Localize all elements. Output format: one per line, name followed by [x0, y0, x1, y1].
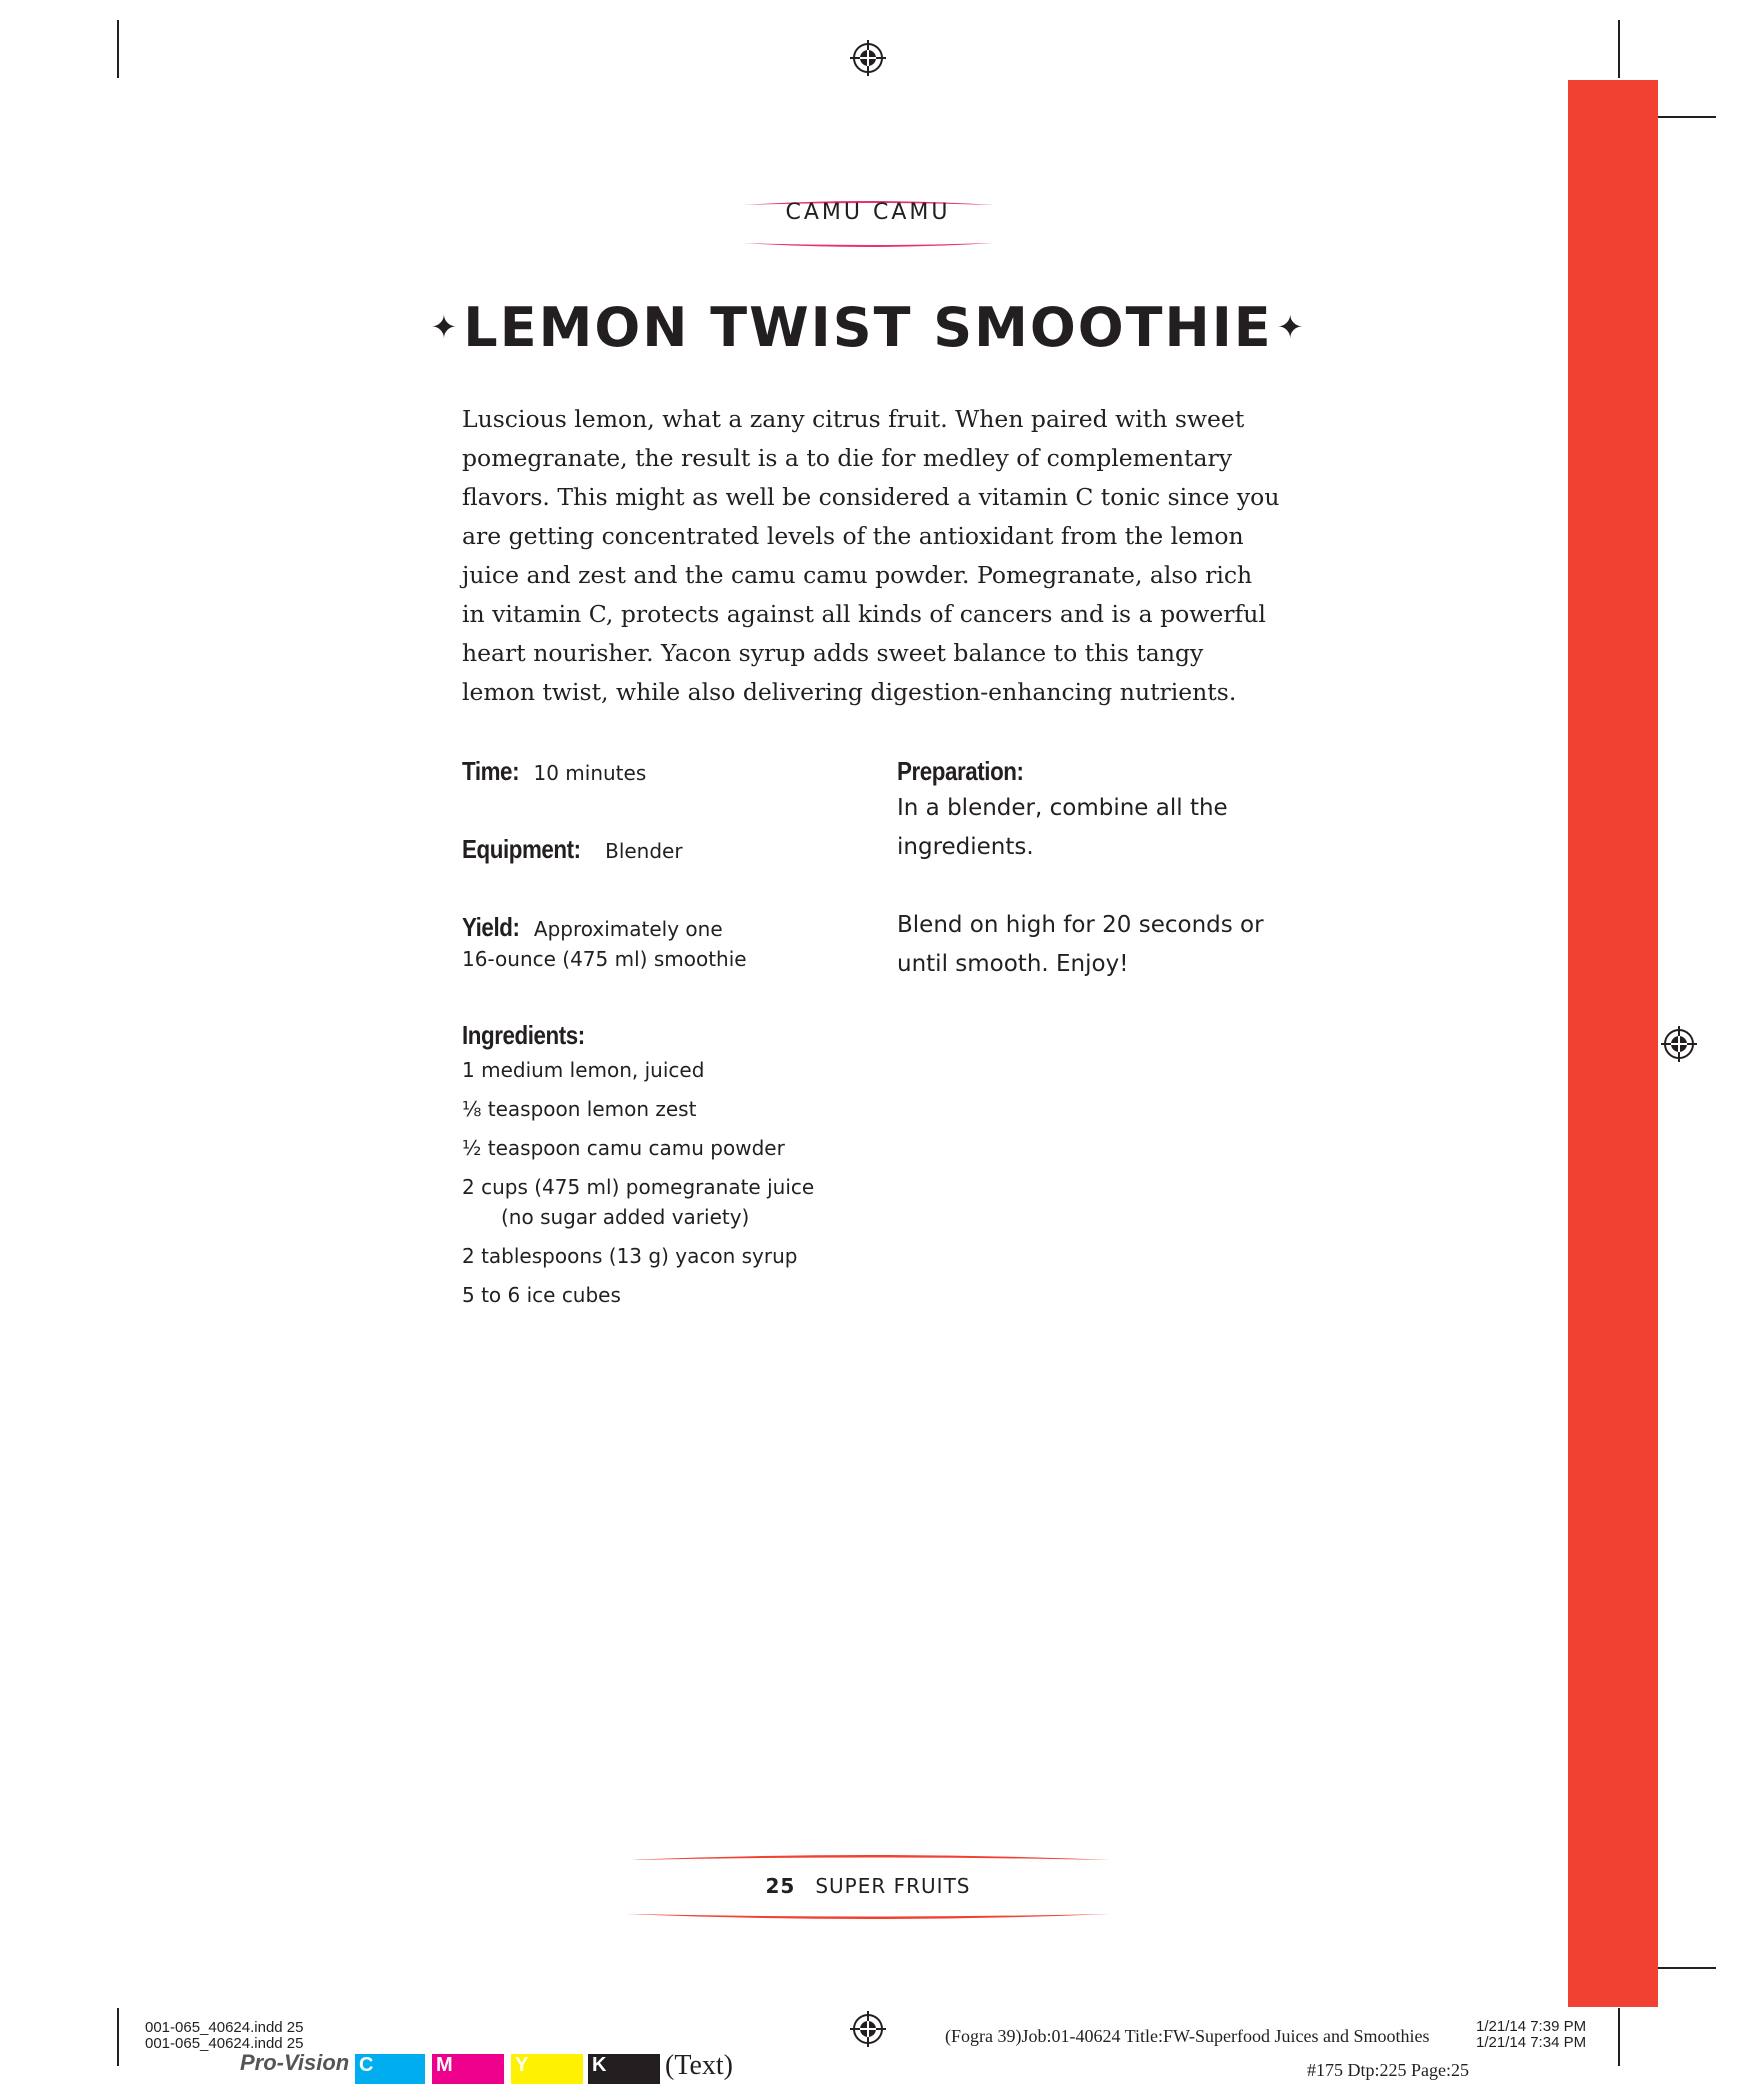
swatch-black: K: [588, 2054, 660, 2084]
yield-value-line1: Approximately one: [533, 917, 723, 941]
time-value: 10 minutes: [533, 761, 647, 785]
preparation-section: [897, 756, 1277, 984]
ingredient-item: ⅛ teaspoon lemon zest: [462, 1097, 697, 1121]
crop-mark-bottom-right: [1618, 2008, 1620, 2066]
ingredient-item: 2 tablespoons (13 g) yacon syrup: [462, 1244, 798, 1268]
star-ornament-icon: ✦: [430, 308, 460, 346]
section-swoosh-bottom: [740, 240, 996, 250]
crop-mark-top-right: [1618, 20, 1620, 78]
slug-dates: 1/21/14 7:39 PM 1/21/14 7:34 PM: [1476, 2018, 1587, 2051]
swatch-cyan: C: [355, 2054, 425, 2084]
equipment-label: Equipment:: [462, 834, 581, 864]
preparation-step: In a blender, combine all the ingredients.: [897, 795, 1228, 860]
time-info: [462, 756, 862, 787]
recipe-title-text: LEMON TWIST SMOOTHIE: [463, 296, 1273, 359]
yield-value-line2: 16-ounce (475 ml) smoothie: [462, 947, 747, 971]
ingredients-section: [462, 1020, 882, 1319]
crop-mark-top-left: [117, 20, 119, 78]
registration-mark-top: [850, 40, 886, 76]
page-folio: [624, 1874, 1112, 1898]
yield-label: Yield:: [462, 912, 520, 942]
slug-brand: Pro-Vision: [240, 2050, 350, 2075]
ingredient-item: 1 medium lemon, juiced: [462, 1058, 705, 1082]
folio-swoosh-bottom: [624, 1910, 1112, 1922]
section-label: CAMU CAMU: [785, 200, 951, 225]
crop-mark-right-bottom: [1658, 1967, 1716, 1969]
time-label: Time:: [462, 756, 520, 786]
preparation-step: Blend on high for 20 seconds or until smooth. Enjoy!: [897, 912, 1264, 977]
ingredient-item: 2 cups (475 ml) pomegranate juice (no sugar added variety): [462, 1172, 882, 1232]
red-bleed-band: [1568, 80, 1658, 2007]
slug-file-info: 001-065_40624.indd 25 001-065_40624.indd 25: [145, 2019, 304, 2052]
registration-mark-right: [1661, 1026, 1697, 1062]
registration-mark-bottom: [850, 2011, 886, 2047]
ingredients-list: [462, 1055, 882, 1310]
yield-info: [462, 912, 862, 975]
slug-job-info: #175 Dtp:225 Page:25: [1307, 2060, 1469, 2080]
page-number: 25: [765, 1874, 796, 1898]
recipe-intro: Luscious lemon, what a zany citrus fruit. When paired with sweet pomegranate, the result is a to die for medley of complementary flavors. This might as well be considered a vitamin C tonic since you are getting concentrated levels of the antioxidant from the lemon juice and zest and the camu camu powder. Pomegranate, also rich in vitamin C, protects against all kinds of cancers and is a powerful heart nourisher. Yacon syrup adds sweet balance to this tangy lemon twist, while also delivering digestion-enhancing nutrients.: [462, 405, 1280, 706]
slug-job-line: (Fogra 39)Job:01-40624 Title:FW-Superfood Juices and Smoothies: [945, 2026, 1430, 2046]
star-ornament-icon: ✦: [1276, 308, 1306, 346]
equipment-value: Blender: [605, 839, 683, 863]
swatch-yellow: Y: [511, 2054, 583, 2084]
crop-mark-bottom-left: [117, 2008, 119, 2066]
recipe-title: [420, 296, 1316, 359]
swatch-magenta: M: [432, 2054, 504, 2084]
ingredient-item: ½ teaspoon camu camu powder: [462, 1136, 785, 1160]
crop-mark-right-top: [1658, 116, 1716, 118]
ingredient-item: 5 to 6 ice cubes: [462, 1283, 621, 1307]
slug-text-tag: (Text): [665, 2050, 734, 2081]
ingredients-label: Ingredients:: [462, 1020, 585, 1050]
equipment-info: [462, 834, 862, 865]
ingredient-note: (no sugar added variety): [501, 1205, 750, 1229]
folio-swoosh-top: [624, 1852, 1112, 1864]
preparation-label: Preparation:: [897, 756, 1024, 786]
folio-section-name: SUPER FRUITS: [815, 1874, 971, 1898]
